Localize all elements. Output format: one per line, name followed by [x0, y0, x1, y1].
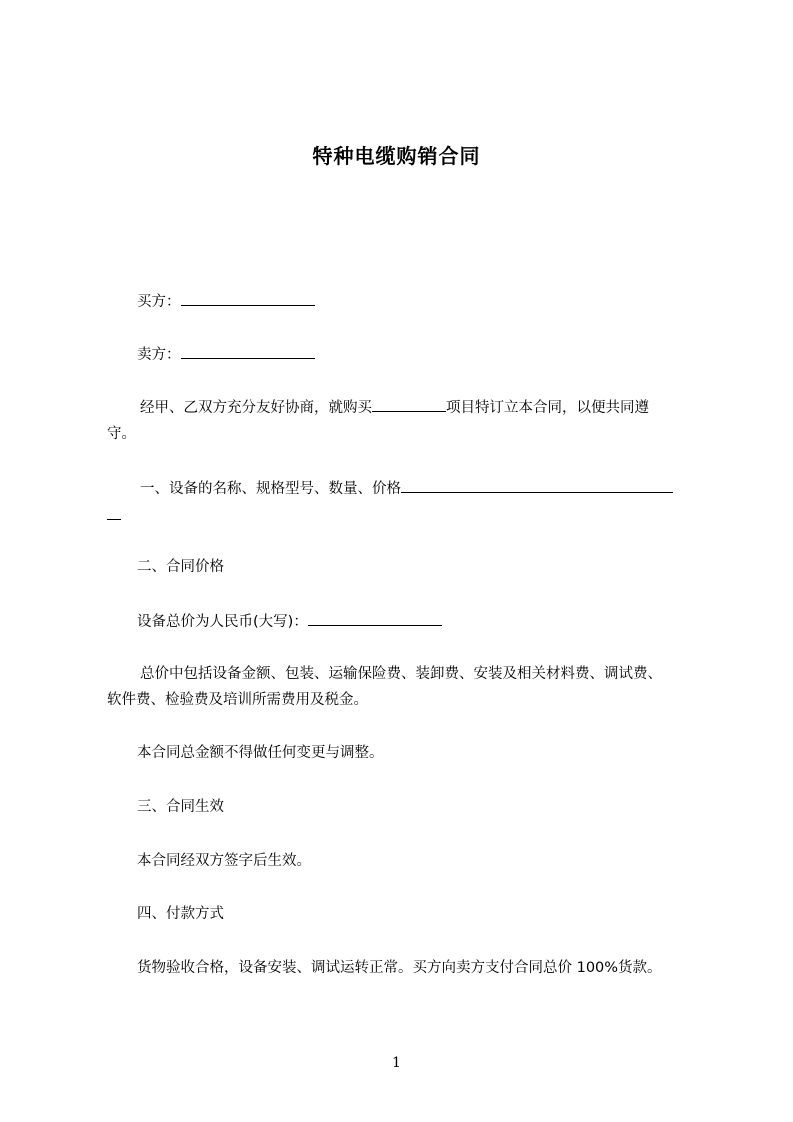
section2-heading: 二、合同价格 [137, 559, 224, 575]
seller-blank [181, 344, 315, 359]
total-price-line [137, 611, 442, 632]
seller-line [137, 344, 315, 365]
total-price-blank [308, 611, 442, 626]
equipment-blank [401, 478, 673, 493]
section4-heading: 四、付款方式 [137, 906, 224, 922]
section1-line [140, 478, 673, 499]
intro-part-1: 经甲、乙双方充分友好协商，就购买 [140, 400, 372, 416]
total-price-label: 设备总价为人民币(大写)： [137, 614, 308, 630]
effective-clause: 本合同经双方签字后生效。 [137, 853, 311, 869]
project-blank [372, 397, 446, 412]
section3-heading: 三、合同生效 [137, 799, 224, 815]
no-change-clause: 本合同总金额不得做任何变更与调整。 [137, 745, 384, 761]
buyer-blank [181, 291, 315, 306]
intro-line-1 [140, 397, 649, 418]
equipment-blank-continued [107, 505, 121, 520]
page-number: 1 [392, 1055, 401, 1071]
intro-line-2: 守。 [107, 426, 136, 442]
buyer-line [137, 291, 315, 312]
price-includes-line-1: 总价中包括设备金额、包装、运输保险费、装卸费、安装及相关材料费、调试费、 [140, 666, 662, 682]
seller-label: 卖方： [137, 347, 181, 363]
section1-heading: 一、设备的名称、规格型号、数量、价格 [140, 481, 401, 497]
buyer-label: 买方： [137, 294, 181, 310]
document-title: 特种电缆购销合同 [312, 144, 481, 168]
section1-line-2 [107, 505, 121, 526]
intro-part-2: 项目特订立本合同，以便共同遵 [446, 400, 649, 416]
price-includes-line-2: 软件费、检验费及培训所需费用及税金。 [107, 692, 368, 708]
payment-clause: 货物验收合格，设备安装、调试运转正常。买方向卖方支付合同总价 100%货款。 [137, 960, 662, 976]
